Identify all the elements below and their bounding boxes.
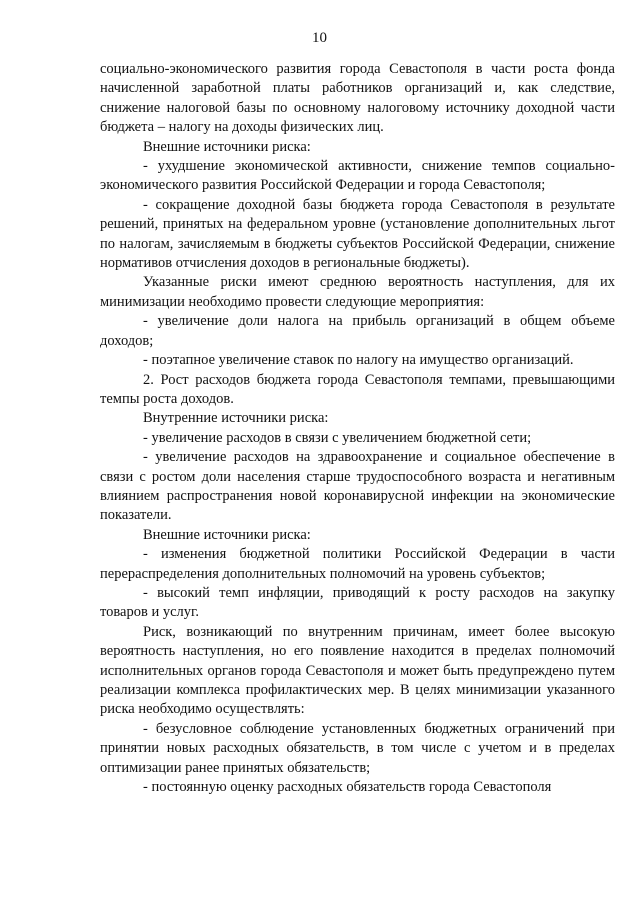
paragraph: - ухудшение экономической активности, снижение темпов социально-экономического развития Российской Федерации и города Севастополя; (100, 158, 615, 194)
paragraph: - изменения бюджетной политики Российской Федерации в части перераспределения дополнительных полномочий на уровень субъектов; (100, 546, 615, 582)
paragraph: Риск, возникающий по внутренним причинам, имеет более высокую вероятность наступления, но его появление находится в пределах полномочий исполнительных органов города Севастополя и может быть предупреждено путем реализации комплекса профилактических мер. В целях минимизации указанного риска необходимо осуществлять: (100, 623, 615, 718)
paragraph: - увеличение расходов в связи с увеличением бюджетной сети; (143, 429, 532, 446)
paragraph: Внешние источники риска: (143, 526, 311, 543)
paragraph: - безусловное соблюдение установленных бюджетных ограничений при принятии новых расходных обязательств, в том числе с учетом и в пределах оптимизации ранее принятых обязательств; (100, 720, 615, 776)
paragraph: Внешние источники риска: (143, 138, 311, 155)
paragraph: - увеличение расходов на здравоохранение и социальное обеспечение в связи с ростом доли населения старше трудоспособного возраста и негативным влиянием распространения новой коронавирусной инфекции на экономические показатели. (100, 449, 615, 524)
paragraph: - увеличение доли налога на прибыль организаций в общем объеме доходов; (100, 313, 615, 349)
page-number: 10 (312, 30, 327, 46)
paragraph: социально-экономического развития города Севастополя в части роста фонда начисленной заработной платы работников организаций и, как следствие, снижение налоговой базы по основному налоговому источнику доходной части бюджета – налогу на доходы физических лиц. (100, 61, 615, 136)
document-body (100, 60, 615, 797)
paragraph: - сокращение доходной базы бюджета города Севастополя в результате решений, принятых на федеральном уровне (установление дополнительных льгот по налогам, зачисляемым в бюджеты субъектов Российской Федерации, снижение нормативов отчисления доходов в региональные бюджеты). (100, 196, 615, 272)
paragraph: Указанные риски имеют среднюю вероятность наступления, для их минимизации необходимо провести следующие мероприятия: (100, 274, 615, 310)
paragraph: Внутренние источники риска: (143, 410, 329, 427)
paragraph: - высокий темп инфляции, приводящий к росту расходов на закупку товаров и услуг. (100, 584, 615, 621)
paragraph: - постоянную оценку расходных обязательств города Севастополя (143, 779, 552, 796)
paragraph: - поэтапное увеличение ставок по налогу на имущество организаций. (143, 352, 574, 369)
paragraph: 2. Рост расходов бюджета города Севастополя темпами, превышающими темпы роста доходов. (100, 371, 615, 407)
